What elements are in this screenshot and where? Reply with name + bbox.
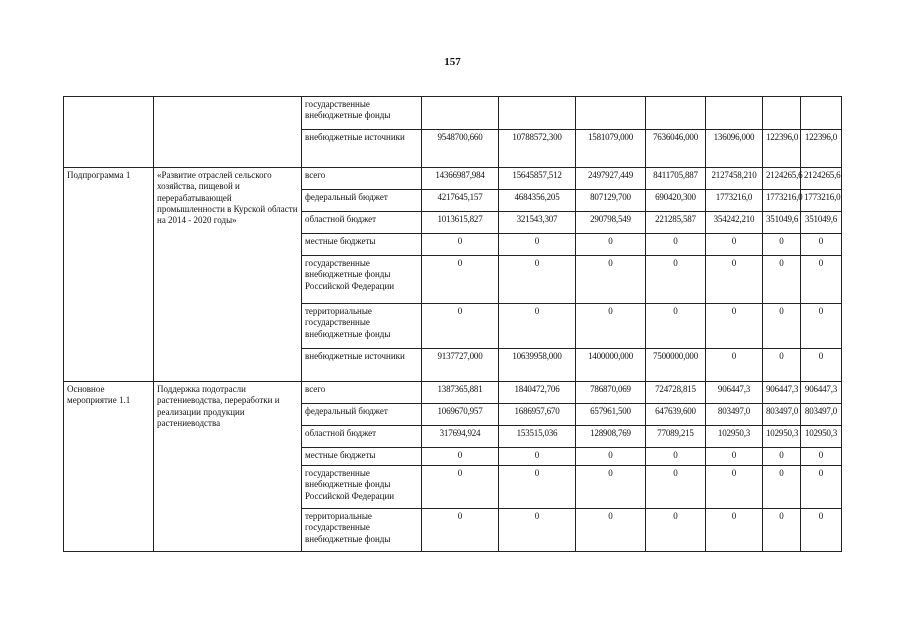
amount-cell: 0 [706, 448, 763, 466]
amount-cell: 803497,0 [763, 404, 801, 426]
amount-cell: 0 [646, 304, 706, 349]
amount-cell: 0 [706, 349, 763, 382]
funding-source-cell: внебюджетные источники [302, 349, 422, 382]
amount-cell: 1069670,957 [422, 404, 499, 426]
amount-cell: 786870,069 [576, 382, 646, 404]
amount-cell: 724728,815 [646, 382, 706, 404]
amount-cell: 0 [422, 256, 499, 304]
amount-cell: 0 [763, 509, 801, 552]
amount-cell: 153515,036 [499, 426, 576, 448]
amount-cell: 0 [499, 234, 576, 256]
program-status-cell: Подпрограмма 1 [64, 168, 154, 382]
amount-cell: 317694,924 [422, 426, 499, 448]
amount-cell: 906447,3 [706, 382, 763, 404]
amount-cell: 0 [801, 448, 842, 466]
amount-cell: 14366987,984 [422, 168, 499, 190]
program-description-cell [154, 97, 302, 168]
amount-cell: 0 [646, 466, 706, 509]
amount-cell: 290798,549 [576, 212, 646, 234]
amount-cell: 2124265,6 [763, 168, 801, 190]
amount-cell: 0 [499, 448, 576, 466]
amount-cell: 0 [706, 466, 763, 509]
program-description-cell: Поддержка подотрасли растениеводства, переработки и реализации продукции растениеводства [154, 382, 302, 552]
funding-source-cell: внебюджетные источники [302, 130, 422, 168]
table-row [64, 382, 842, 404]
amount-cell: 1387365,881 [422, 382, 499, 404]
amount-cell: 0 [763, 448, 801, 466]
amount-cell [801, 97, 842, 130]
amount-cell: 1581079,000 [576, 130, 646, 168]
funding-source-cell: территориальные государственные внебюджетные фонды [302, 304, 422, 349]
amount-cell: 0 [576, 256, 646, 304]
amount-cell: 1773216,0 [801, 190, 842, 212]
amount-cell [576, 97, 646, 130]
amount-cell: 0 [763, 304, 801, 349]
amount-cell: 0 [706, 234, 763, 256]
amount-cell: 7636046,000 [646, 130, 706, 168]
table-row [64, 168, 842, 190]
amount-cell: 102950,3 [706, 426, 763, 448]
amount-cell: 15645857,512 [499, 168, 576, 190]
table-row [64, 97, 842, 130]
amount-cell: 0 [576, 234, 646, 256]
amount-cell: 9137727,000 [422, 349, 499, 382]
amount-cell: 0 [576, 448, 646, 466]
amount-cell: 906447,3 [763, 382, 801, 404]
amount-cell: 690420,300 [646, 190, 706, 212]
amount-cell: 0 [499, 304, 576, 349]
amount-cell: 0 [763, 256, 801, 304]
funding-source-cell: всего [302, 168, 422, 190]
amount-cell: 7500000,000 [646, 349, 706, 382]
amount-cell: 0 [422, 448, 499, 466]
amount-cell: 351049,6 [801, 212, 842, 234]
amount-cell: 221285,587 [646, 212, 706, 234]
funding-source-cell: государственные внебюджетные фонды Российской Федерации [302, 466, 422, 509]
amount-cell [763, 97, 801, 130]
amount-cell: 0 [763, 234, 801, 256]
amount-cell: 0 [576, 304, 646, 349]
amount-cell: 0 [706, 256, 763, 304]
amount-cell: 647639,600 [646, 404, 706, 426]
page-number: 157 [444, 56, 461, 68]
amount-cell: 1773216,0 [763, 190, 801, 212]
amount-cell: 0 [422, 509, 499, 552]
amount-cell: 1773216,0 [706, 190, 763, 212]
amount-cell: 102950,3 [763, 426, 801, 448]
amount-cell: 128908,769 [576, 426, 646, 448]
amount-cell: 9548700,660 [422, 130, 499, 168]
amount-cell: 0 [422, 304, 499, 349]
funding-source-cell: федеральный бюджет [302, 404, 422, 426]
amount-cell: 0 [801, 466, 842, 509]
amount-cell: 122396,0 [801, 130, 842, 168]
amount-cell: 906447,3 [801, 382, 842, 404]
amount-cell: 351049,6 [763, 212, 801, 234]
amount-cell: 77089,215 [646, 426, 706, 448]
funding-source-cell: местные бюджеты [302, 234, 422, 256]
funding-source-cell: областной бюджет [302, 426, 422, 448]
amount-cell: 0 [763, 349, 801, 382]
amount-cell: 0 [576, 509, 646, 552]
amount-cell: 0 [646, 234, 706, 256]
amount-cell: 0 [801, 509, 842, 552]
funding-source-cell: государственные внебюджетные фонды Российской Федерации [302, 256, 422, 304]
funding-source-cell: федеральный бюджет [302, 190, 422, 212]
amount-cell: 803497,0 [706, 404, 763, 426]
amount-cell: 2497927,449 [576, 168, 646, 190]
amount-cell: 0 [576, 466, 646, 509]
amount-cell: 0 [801, 234, 842, 256]
amount-cell: 2127458,210 [706, 168, 763, 190]
amount-cell: 0 [706, 304, 763, 349]
funding-source-cell: территориальные государственные внебюджетные фонды [302, 509, 422, 552]
amount-cell: 807129,700 [576, 190, 646, 212]
amount-cell: 0 [499, 466, 576, 509]
amount-cell: 4217645,157 [422, 190, 499, 212]
amount-cell: 0 [763, 466, 801, 509]
amount-cell: 102950,3 [801, 426, 842, 448]
amount-cell: 2124265,6 [801, 168, 842, 190]
amount-cell: 4684356,205 [499, 190, 576, 212]
amount-cell: 0 [801, 349, 842, 382]
amount-cell: 0 [422, 234, 499, 256]
program-status-cell: Основное мероприятие 1.1 [64, 382, 154, 552]
amount-cell [706, 97, 763, 130]
amount-cell [646, 97, 706, 130]
amount-cell: 0 [801, 304, 842, 349]
amount-cell [422, 97, 499, 130]
funding-source-cell: всего [302, 382, 422, 404]
amount-cell: 321543,307 [499, 212, 576, 234]
amount-cell: 0 [499, 509, 576, 552]
program-description-cell: «Развитие отраслей сельского хозяйства, пищевой и перерабатывающей промышленности в Курской области на 2014 - 2020 годы» [154, 168, 302, 382]
amount-cell: 1840472,706 [499, 382, 576, 404]
amount-cell: 10639958,000 [499, 349, 576, 382]
amount-cell: 10788572,300 [499, 130, 576, 168]
amount-cell: 0 [499, 256, 576, 304]
funding-source-cell: местные бюджеты [302, 448, 422, 466]
amount-cell: 122396,0 [763, 130, 801, 168]
amount-cell: 1686957,670 [499, 404, 576, 426]
amount-cell: 0 [706, 509, 763, 552]
amount-cell: 1013615,827 [422, 212, 499, 234]
amount-cell: 8411705,887 [646, 168, 706, 190]
amount-cell: 136096,000 [706, 130, 763, 168]
amount-cell: 803497,0 [801, 404, 842, 426]
funding-table [63, 96, 842, 552]
amount-cell: 0 [422, 466, 499, 509]
amount-cell: 0 [801, 256, 842, 304]
amount-cell [499, 97, 576, 130]
amount-cell: 0 [646, 256, 706, 304]
amount-cell: 0 [646, 509, 706, 552]
funding-source-cell: государственные внебюджетные фонды [302, 97, 422, 130]
amount-cell: 0 [646, 448, 706, 466]
funding-source-cell: областной бюджет [302, 212, 422, 234]
amount-cell: 1400000,000 [576, 349, 646, 382]
program-status-cell [64, 97, 154, 168]
table-body [64, 97, 842, 552]
amount-cell: 354242,210 [706, 212, 763, 234]
amount-cell: 657961,500 [576, 404, 646, 426]
